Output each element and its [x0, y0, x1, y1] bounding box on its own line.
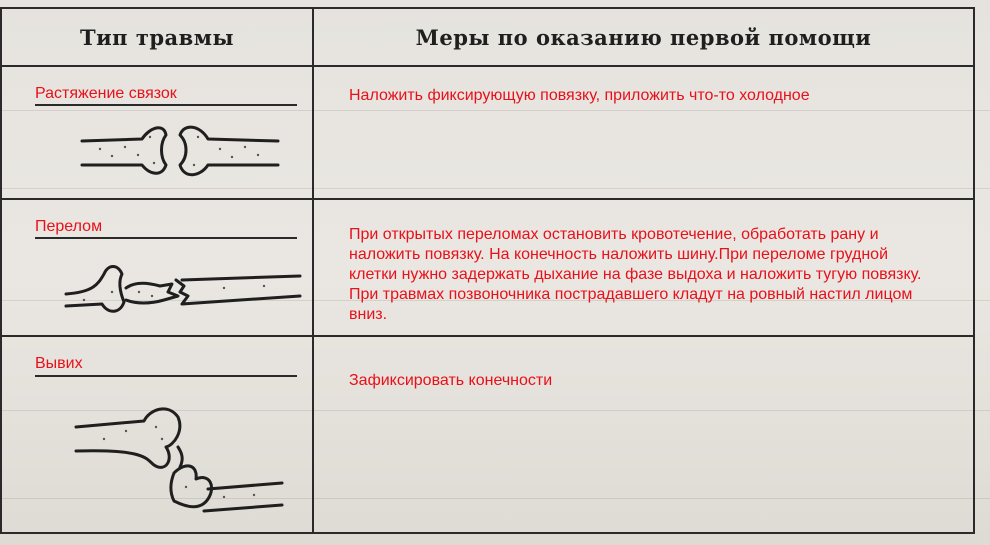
fractured-bone-icon: [64, 252, 304, 330]
table-header-row: [1, 8, 974, 66]
header-injury-type: Тип травмы: [1, 8, 313, 66]
header-first-aid-measures: Меры по оказанию первой помощи: [313, 8, 974, 66]
first-aid-table: [0, 7, 975, 534]
table-row: [1, 199, 974, 336]
sprained-joint-icon: [80, 119, 280, 189]
answer-underline: [35, 104, 297, 106]
measure-text-dislocation: Зафиксировать конечности: [349, 372, 553, 389]
injury-label-dislocation: Вывих: [35, 355, 83, 372]
injury-label-fracture: Перелом: [35, 218, 103, 235]
injury-type-cell: [1, 336, 313, 533]
injury-label-sprain: Растяжение связок: [35, 85, 177, 102]
table-row: [1, 336, 974, 533]
dislocated-joint-icon: [74, 387, 284, 527]
measure-text-fracture: При открытых переломах остановить кровотечение, обработать рану и наложить повязку. На конечность наложить шину.При переломе грудной клетки нужно задержать дыхание на фазе выдоха и наложить тугую повязку. При травмах позвоночника пострадавшего кладут на ровный настил лицом вниз.: [349, 226, 922, 323]
injury-type-cell: [1, 199, 313, 336]
answer-underline: [35, 237, 297, 239]
measure-text-sprain: Наложить фиксирующую повязку, приложить что-то холодное: [349, 87, 810, 104]
measures-cell: [313, 66, 974, 199]
measures-cell: [313, 199, 974, 336]
injury-type-cell: [1, 66, 313, 199]
measures-cell: [313, 336, 974, 533]
table-row: [1, 66, 974, 199]
answer-underline: [35, 375, 297, 377]
